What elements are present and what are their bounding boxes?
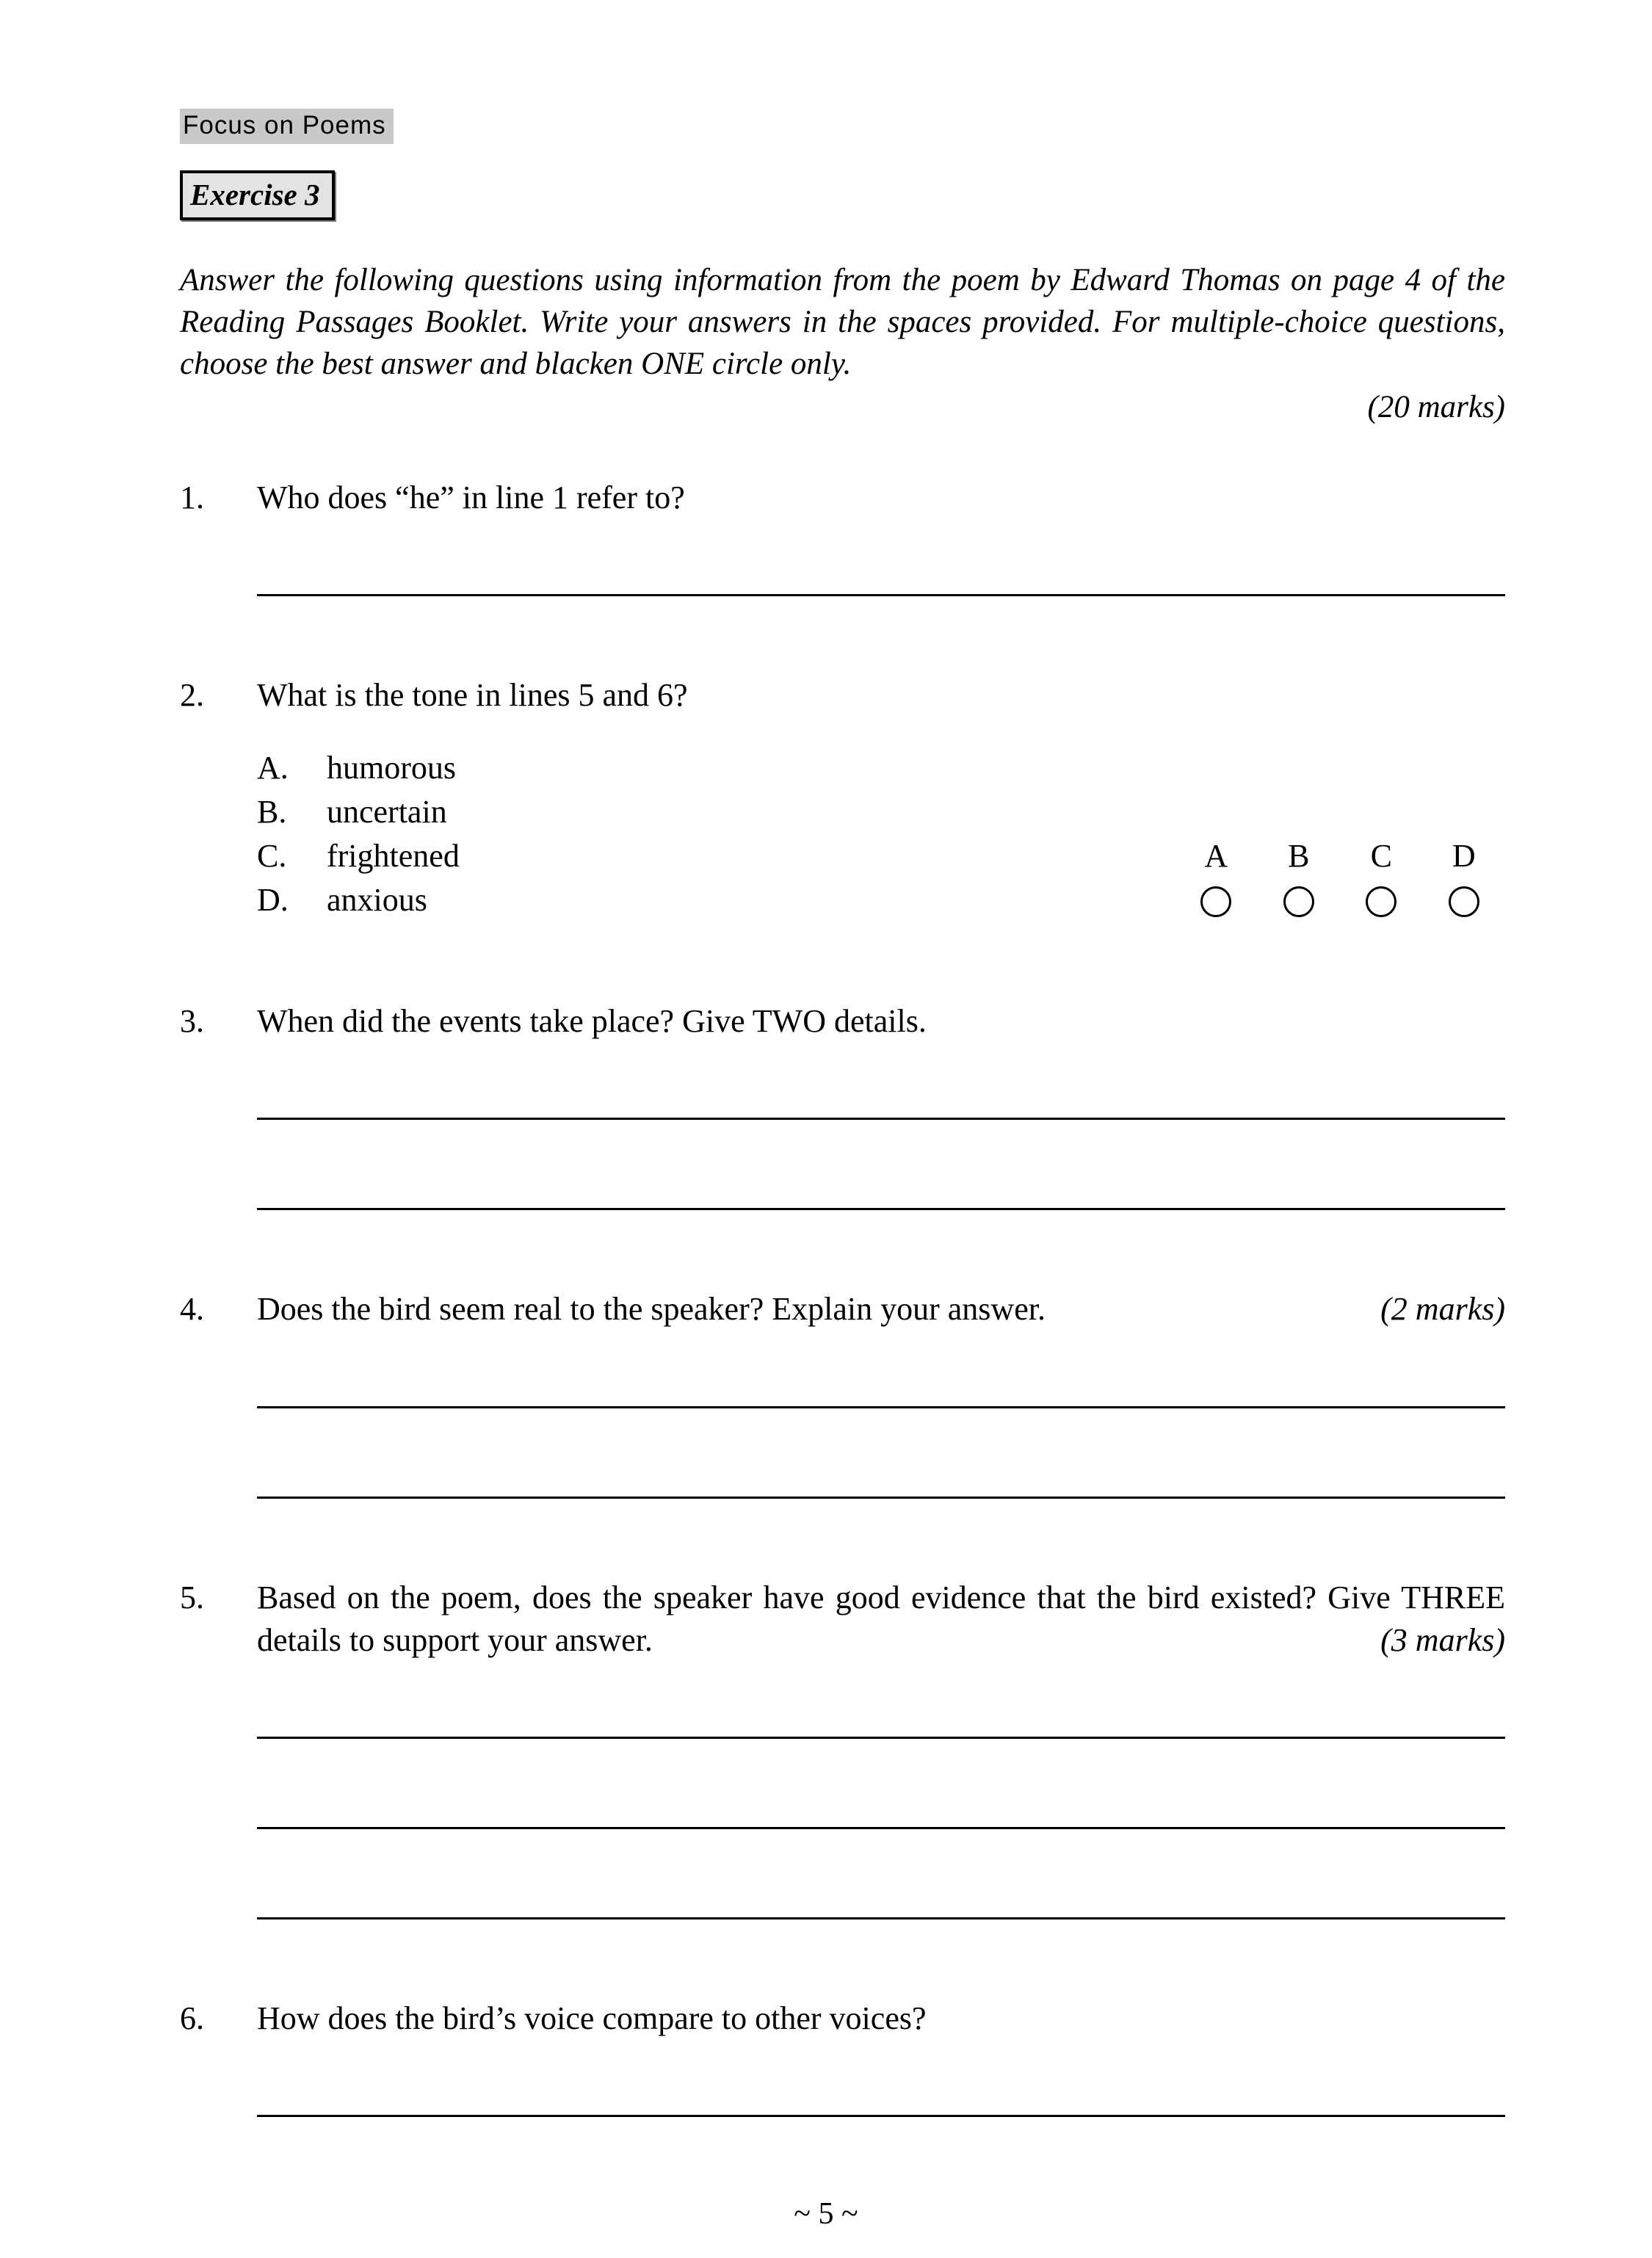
question-4-marks: (2 marks) (1380, 1291, 1505, 1328)
answer-line-q5-3[interactable] (257, 1917, 1505, 1919)
answer-line-q1-1[interactable] (257, 594, 1505, 596)
choice-letter-a: A (1204, 838, 1228, 875)
answer-bubble-grid (1175, 834, 1505, 917)
answer-line-q5-2[interactable] (257, 1827, 1505, 1829)
choice-col-d (1423, 834, 1506, 917)
option-b-letter: B. (257, 794, 287, 831)
choice-letter-b: B (1288, 838, 1310, 875)
choice-circle-a[interactable] (1200, 886, 1231, 917)
book-title: Focus on Poems (180, 109, 394, 144)
question-4 (180, 1288, 1505, 1331)
question-3 (180, 1000, 1505, 1043)
question-1-text: Who does “he” in line 1 refer to? (257, 480, 685, 516)
choice-letter-d: D (1452, 838, 1476, 875)
option-c-text: frightened (327, 838, 460, 875)
total-marks: (20 marks) (1367, 390, 1505, 425)
page-number: ~ 5 ~ (794, 2197, 858, 2231)
question-3-number: 3. (180, 1003, 204, 1040)
question-2-number: 2. (180, 677, 204, 714)
exercise-title-row (180, 144, 1505, 220)
option-c-letter: C. (257, 838, 287, 875)
question-1 (180, 477, 1505, 519)
question-3-body (257, 1000, 1505, 1043)
question-4-text: Does the bird seem real to the speaker? Explain your answer. (257, 1291, 1046, 1328)
question-2-body (257, 674, 1505, 922)
choice-letter-c: C (1370, 838, 1392, 875)
exercise-title: Exercise 3 (180, 170, 335, 220)
answer-line-q6-1[interactable] (257, 2115, 1505, 2117)
answer-line-q3-2[interactable] (257, 1208, 1505, 1210)
choice-col-c (1340, 834, 1423, 917)
answer-line-q4-1[interactable] (257, 1406, 1505, 1408)
option-b (257, 790, 1505, 834)
question-2-options (257, 746, 1505, 922)
question-1-body (257, 477, 1505, 519)
answer-line-q5-1[interactable] (257, 1737, 1505, 1739)
instructions-text: Answer the following questions using information from the poem by Edward Thomas on page 4 of the Reading Passages Booklet. Write your answers in the spaces provided. For multiple-choice questions, choose the best answer and blacken ONE circle only. (180, 263, 1505, 381)
question-5-marks: (3 marks) (1380, 1621, 1505, 1658)
question-4-body (257, 1288, 1505, 1331)
question-5-number: 5. (180, 1579, 204, 1615)
question-3-text: When did the events take place? Give TWO details. (257, 1003, 927, 1040)
option-a (257, 746, 1505, 790)
choice-col-a (1175, 834, 1258, 917)
choice-col-b (1258, 834, 1341, 917)
question-6-number: 6. (180, 2000, 204, 2036)
option-d-text: anxious (327, 882, 427, 919)
header-row (180, 109, 1505, 144)
question-5-body (257, 1577, 1505, 1662)
option-d-letter: D. (257, 882, 289, 919)
option-a-text: humorous (327, 750, 456, 786)
choice-circle-c[interactable] (1366, 886, 1396, 917)
question-6 (180, 1997, 1505, 2040)
question-4-number: 4. (180, 1291, 204, 1328)
choice-circle-b[interactable] (1283, 886, 1314, 917)
question-2 (180, 674, 1505, 922)
answer-line-q3-1[interactable] (257, 1118, 1505, 1120)
question-5-text: Based on the poem, does the speaker have good evidence that the bird existed? Give THREE details to support your answer. (257, 1579, 1505, 1658)
question-1-number: 1. (180, 480, 204, 516)
answer-line-q4-2[interactable] (257, 1497, 1505, 1499)
question-6-text: How does the bird’s voice compare to other voices? (257, 2000, 927, 2036)
question-5 (180, 1577, 1505, 1662)
option-b-text: uncertain (327, 794, 447, 831)
choice-circle-d[interactable] (1449, 886, 1479, 917)
question-2-text: What is the tone in lines 5 and 6? (257, 677, 688, 714)
option-a-letter: A. (257, 750, 289, 786)
question-6-body (257, 1997, 1505, 2040)
